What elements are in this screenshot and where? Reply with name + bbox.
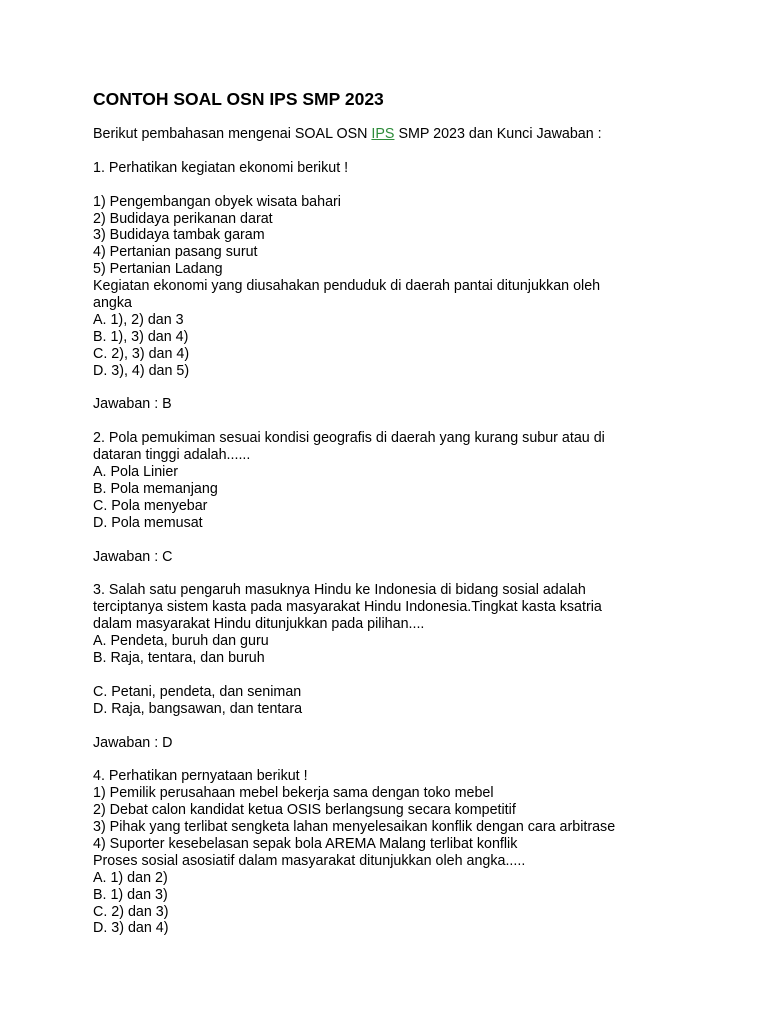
intro-text-after: SMP 2023 dan Kunci Jawaban : bbox=[394, 126, 602, 142]
spacer bbox=[93, 751, 753, 768]
intro-paragraph bbox=[93, 126, 753, 143]
question-3-option: A. Pendeta, buruh dan guru bbox=[93, 633, 269, 650]
question-4-item: 1) Pemilik perusahaan mebel bekerja sama dengan toko mebel bbox=[93, 785, 494, 802]
spacer bbox=[93, 413, 753, 430]
spacer bbox=[93, 177, 753, 194]
spacer bbox=[93, 143, 753, 160]
question-4-item: 2) Debat calon kandidat ketua OSIS berlangsung secara kompetitif bbox=[93, 802, 516, 819]
question-4-option: B. 1) dan 3) bbox=[93, 886, 168, 903]
document-title: CONTOH SOAL OSN IPS SMP 2023 bbox=[93, 89, 384, 109]
question-4-option: D. 3) dan 4) bbox=[93, 920, 169, 937]
question-4-item: 4) Suporter kesebelasan sepak bola AREMA Malang terlibat konflik bbox=[93, 835, 518, 852]
question-3-prompt: terciptanya sistem kasta pada masyarakat Hindu Indonesia.Tingkat kasta ksatria bbox=[93, 599, 602, 616]
question-2-prompt: dataran tinggi adalah...... bbox=[93, 447, 251, 464]
question-1-item: 4) Pertanian pasang surut bbox=[93, 244, 258, 261]
question-2 bbox=[93, 430, 753, 582]
question-1-option: B. 1), 3) dan 4) bbox=[93, 328, 189, 345]
spacer bbox=[93, 380, 753, 397]
question-2-option: A. Pola Linier bbox=[93, 464, 179, 481]
question-4-item: Proses sosial asosiatif dalam masyarakat ditunjukkan oleh angka..... bbox=[93, 852, 526, 869]
question-2-option: C. Pola menyebar bbox=[93, 497, 208, 514]
question-1-option: D. 3), 4) dan 5) bbox=[93, 362, 190, 379]
document-page bbox=[93, 88, 753, 937]
question-4-prompt: 4. Perhatikan pernyataan berikut ! bbox=[93, 768, 308, 785]
question-3-option: C. Petani, pendeta, dan seniman bbox=[93, 683, 302, 700]
question-1-item: 3) Budidaya tambak garam bbox=[93, 227, 265, 244]
question-3-prompt: 3. Salah satu pengaruh masuknya Hindu ke Indonesia di bidang sosial adalah bbox=[93, 582, 586, 599]
question-2-prompt: 2. Pola pemukiman sesuai kondisi geografis di daerah yang kurang subur atau di bbox=[93, 430, 605, 447]
question-4-item: 3) Pihak yang terlibat sengketa lahan menyelesaikan konflik dengan cara arbitrase bbox=[93, 819, 616, 836]
question-1-item: 5) Pertanian Ladang bbox=[93, 261, 223, 278]
question-1 bbox=[93, 160, 753, 430]
question-1-item: Kegiatan ekonomi yang diusahakan penduduk di daerah pantai ditunjukkan oleh bbox=[93, 278, 601, 295]
question-2-option: B. Pola memanjang bbox=[93, 480, 218, 497]
question-4-option: C. 2) dan 3) bbox=[93, 903, 169, 920]
question-1-option: A. 1), 2) dan 3 bbox=[93, 311, 184, 328]
question-2-option: D. Pola memusat bbox=[93, 514, 203, 531]
spacer bbox=[93, 718, 753, 735]
question-1-prompt: 1. Perhatikan kegiatan ekonomi berikut ! bbox=[93, 159, 349, 176]
question-1-item: 2) Budidaya perikanan darat bbox=[93, 210, 273, 227]
question-2-answer: Jawaban : C bbox=[93, 548, 173, 565]
question-3 bbox=[93, 582, 753, 768]
question-1-answer: Jawaban : B bbox=[93, 396, 172, 413]
spacer bbox=[93, 565, 753, 582]
question-3-answer: Jawaban : D bbox=[93, 734, 173, 751]
question-1-item: angka bbox=[93, 295, 132, 312]
question-1-option: C. 2), 3) dan 4) bbox=[93, 345, 190, 362]
ips-link[interactable]: IPS bbox=[371, 126, 395, 142]
spacer bbox=[93, 532, 753, 549]
question-3-option: D. Raja, bangsawan, dan tentara bbox=[93, 700, 303, 717]
question-4 bbox=[93, 768, 753, 937]
spacer bbox=[93, 667, 753, 684]
question-3-option: B. Raja, tentara, dan buruh bbox=[93, 650, 265, 666]
question-1-item: 1) Pengembangan obyek wisata bahari bbox=[93, 193, 341, 210]
intro-text-before: Berikut pembahasan mengenai SOAL OSN bbox=[93, 126, 372, 142]
question-3-prompt: dalam masyarakat Hindu ditunjukkan pada pilihan.... bbox=[93, 616, 425, 633]
question-4-option: A. 1) dan 2) bbox=[93, 869, 168, 886]
